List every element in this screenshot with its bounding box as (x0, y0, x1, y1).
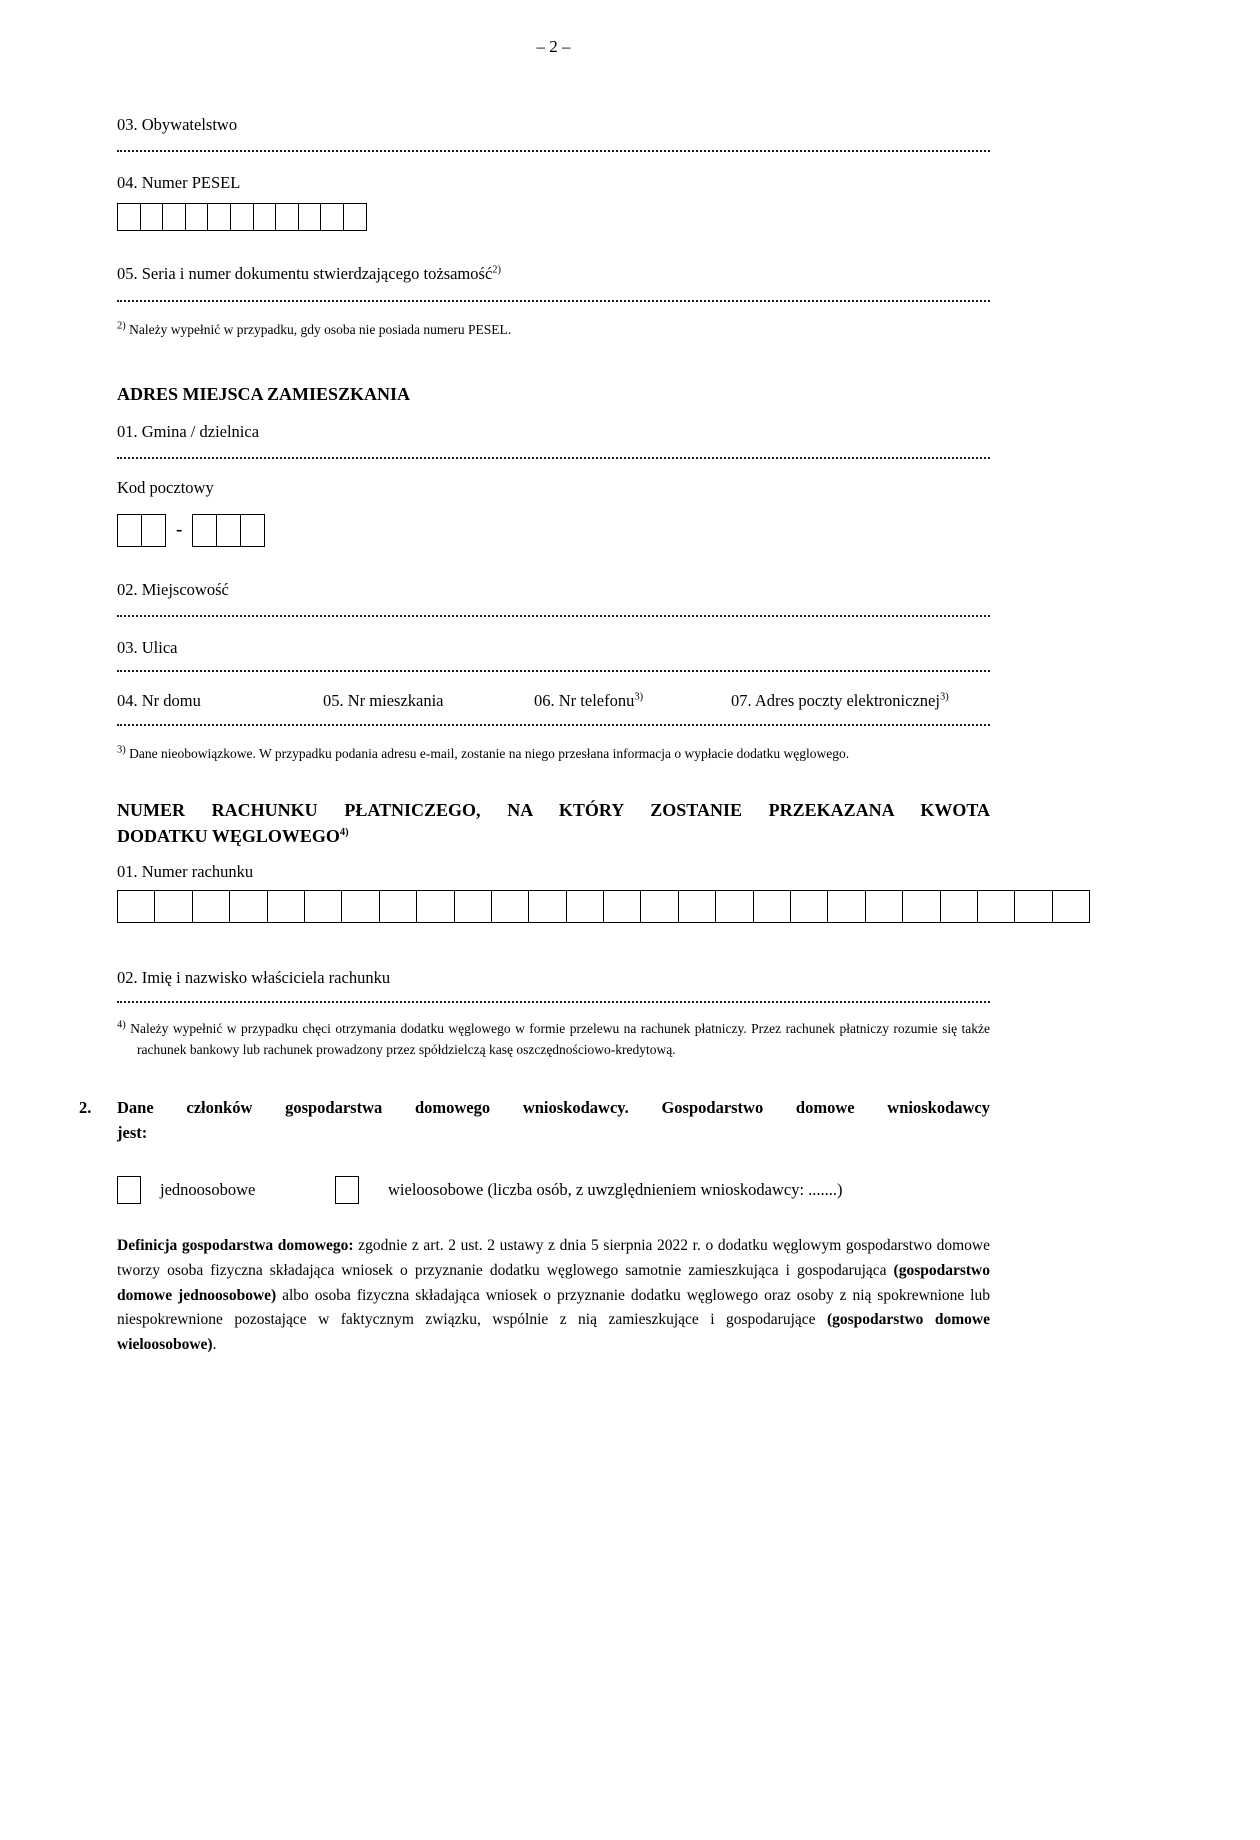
household-heading-line1: Dane członków gospodarstwa domowego wnioskodawcy. Gospodarstwo domowe wnioskodawcy (117, 1098, 990, 1118)
input-cell[interactable] (185, 203, 209, 231)
pesel-label: 04. Numer PESEL (117, 172, 241, 192)
household-section-heading (79, 1096, 990, 1146)
input-cell[interactable] (640, 890, 678, 923)
input-cell[interactable] (790, 890, 828, 923)
input-cell[interactable] (491, 890, 529, 923)
address-section-heading: ADRES MIEJSCA ZAMIESZKANIA (117, 384, 411, 405)
household-type-options (117, 1176, 990, 1204)
phone-number-label (534, 690, 731, 711)
address-detail-labels-row (117, 690, 990, 711)
account-number-input-cells[interactable] (117, 890, 1090, 923)
input-cell[interactable] (253, 203, 277, 231)
id-document-label (117, 263, 990, 284)
address-detail-input-line[interactable] (117, 724, 990, 726)
input-cell[interactable] (117, 514, 142, 547)
account-owner-label: 02. Imię i nazwisko właściciela rachunku (117, 968, 391, 988)
footnote-4-ref: 4) (117, 1019, 126, 1031)
definition-bold-multi: (gospodarstwo domowe wieloosobowe) (117, 1311, 990, 1354)
input-cell[interactable] (343, 203, 367, 231)
input-cell[interactable] (162, 203, 186, 231)
input-cell[interactable] (379, 890, 417, 923)
citizenship-label: 03. Obywatelstwo (117, 115, 238, 135)
id-document-input-line[interactable] (117, 300, 990, 302)
postal-code-label: Kod pocztowy (117, 477, 214, 497)
household-definition (117, 1234, 990, 1358)
footnote-2 (117, 320, 990, 341)
definition-part1: zgodnie z art. 2 ust. 2 ustawy z dnia 5 sierpnia 2022 r. o dodatku węglowym gospodarstwo domowe tworzy osoba fizyczna składająca wniosek o przyznanie dodatku węglowego samotnie zamieszkująca i gospodarująca (117, 1236, 990, 1279)
input-cell[interactable] (902, 890, 940, 923)
input-cell[interactable] (140, 203, 164, 231)
postal-code-suffix-cells[interactable] (192, 514, 265, 547)
input-cell[interactable] (977, 890, 1015, 923)
input-cell[interactable] (678, 890, 716, 923)
postal-code-prefix-cells[interactable] (117, 514, 166, 547)
citizenship-input-line[interactable] (117, 150, 990, 152)
definition-part2: albo osoba fizyczna składająca wniosek o przyznanie dodatku węglowego oraz osoby z nią spokrewnione lub niespokrewnione pozostające w faktycznym związku, wspólnie z nią zamieszkujące i gospodarujące (117, 1286, 990, 1329)
account-heading-line1: NUMER RACHUNKU PŁATNICZEGO, NA KTÓRY ZOSTANIE PRZEKAZANA KWOTA (117, 799, 990, 820)
account-heading-footnote-ref: 4) (339, 826, 349, 838)
postal-code-separator: - (176, 519, 183, 541)
input-cell[interactable] (603, 890, 641, 923)
input-cell[interactable] (216, 514, 241, 547)
input-cell[interactable] (192, 514, 217, 547)
input-cell[interactable] (454, 890, 492, 923)
footnote-3-text: Dane nieobowiązkowe. W przypadku podania adresu e-mail, zostanie na niego przesłana informacja o wypłacie dodatku węglowego. (129, 745, 850, 761)
input-cell[interactable] (528, 890, 566, 923)
account-heading-line2-text: DODATKU WĘGLOWEGO (117, 825, 340, 846)
input-cell[interactable] (320, 203, 344, 231)
account-owner-input-line[interactable] (117, 1001, 990, 1003)
input-cell[interactable] (298, 203, 322, 231)
input-cell[interactable] (416, 890, 454, 923)
gmina-input-line[interactable] (117, 457, 990, 459)
phone-number-label-text: 06. Nr telefonu (534, 691, 635, 711)
input-cell[interactable] (229, 890, 267, 923)
account-section-heading (117, 797, 990, 849)
definition-term: Definicja gospodarstwa domowego: (117, 1236, 354, 1254)
household-heading-line2: jest: (117, 1123, 148, 1143)
input-cell[interactable] (117, 890, 155, 923)
input-cell[interactable] (1052, 890, 1090, 923)
input-cell[interactable] (117, 203, 141, 231)
page-number: – 2 – (536, 37, 571, 56)
apartment-number-label: 05. Nr mieszkania (323, 691, 444, 711)
input-cell[interactable] (267, 890, 305, 923)
input-cell[interactable] (207, 203, 231, 231)
input-cell[interactable] (341, 890, 379, 923)
household-section-title (117, 1096, 990, 1146)
definition-bold-single: (gospodarstwo domowe jednoosobowe) (117, 1261, 990, 1304)
email-footnote-ref: 3) (939, 691, 949, 703)
input-cell[interactable] (827, 890, 865, 923)
input-cell[interactable] (275, 203, 299, 231)
multi-household-checkbox[interactable] (335, 1176, 359, 1204)
account-number-label: 01. Numer rachunku (117, 861, 254, 881)
input-cell[interactable] (154, 890, 192, 923)
city-input-line[interactable] (117, 615, 990, 617)
street-input-line[interactable] (117, 670, 990, 672)
phone-footnote-ref: 3) (634, 691, 644, 703)
single-household-checkbox[interactable] (117, 1176, 141, 1204)
input-cell[interactable] (715, 890, 753, 923)
input-cell[interactable] (192, 890, 230, 923)
postal-code-field (117, 514, 990, 547)
gmina-label: 01. Gmina / dzielnica (117, 422, 260, 442)
footnote-2-ref: 2) (117, 320, 126, 332)
household-section-number: 2. (79, 1098, 92, 1118)
single-household-label: jednoosobowe (160, 1180, 256, 1200)
input-cell[interactable] (753, 890, 791, 923)
input-cell[interactable] (230, 203, 254, 231)
input-cell[interactable] (1014, 890, 1052, 923)
input-cell[interactable] (566, 890, 604, 923)
email-label (731, 690, 990, 711)
input-cell[interactable] (141, 514, 166, 547)
footnote-3-ref: 3) (117, 744, 126, 756)
id-document-footnote-ref: 2) (492, 264, 502, 276)
street-label: 03. Ulica (117, 637, 178, 657)
email-label-text: 07. Adres poczty elektronicznej (731, 691, 940, 711)
input-cell[interactable] (240, 514, 265, 547)
input-cell[interactable] (865, 890, 903, 923)
footnote-3 (117, 744, 990, 765)
footnote-4 (117, 1019, 990, 1061)
form-page (79, 36, 990, 1418)
pesel-input-cells[interactable] (117, 203, 990, 231)
footnote-2-text: Należy wypełnić w przypadku, gdy osoba nie posiada numeru PESEL. (129, 322, 512, 338)
input-cell[interactable] (304, 890, 342, 923)
definition-end: . (212, 1336, 217, 1354)
city-label: 02. Miejscowość (117, 580, 229, 600)
account-heading-line2 (117, 823, 990, 849)
input-cell[interactable] (940, 890, 978, 923)
multi-household-label: wieloosobowe (liczba osób, z uwzględnieniem wnioskodawcy: .......) (388, 1180, 843, 1200)
footnote-4-text: Należy wypełnić w przypadku chęci otrzymania dodatku węglowego w formie przelewu na rachunek płatniczy. Przez rachunek płatniczy rozumie się także rachunek bankowy lub rachunek prowadzony przez spółdzielczą kasę oszczędnościowo-kredytową. (130, 1020, 990, 1057)
house-number-label: 04. Nr domu (117, 691, 201, 711)
id-document-label-text: 05. Seria i numer dokumentu stwierdzającego tożsamość (117, 263, 493, 283)
